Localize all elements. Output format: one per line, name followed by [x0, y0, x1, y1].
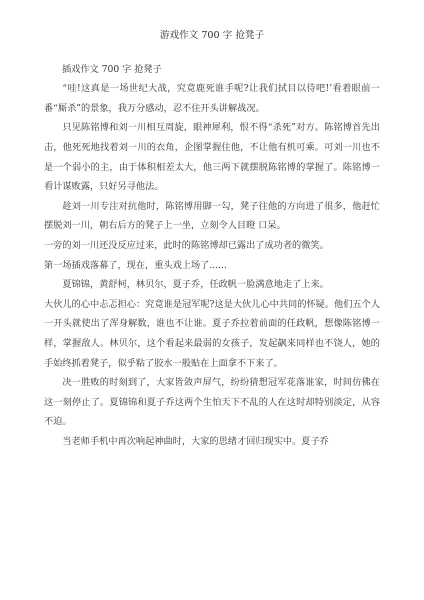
paragraph-2: 只见陈铭博和刘一川相互周旋，眼神犀利，恨不得“杀死”对方。陈铭博首先出击，他死死地找着刘一川的衣角，企图掌握住他，不让他有机可乘。可刘一川也不是一个弱小的主，由于体积相差太大，他三两下就摆脱陈铭博的掌握了。陈铭博一看计谋败露，只好另寻他法。: [44, 122, 380, 193]
document-title: 游戏作文 700 字 抢凳子: [159, 30, 265, 41]
paragraph-3: 趁刘一川专注对抗他时，陈铭博用脚一勾，凳子往他的方向进了很多，他赶忙摆脱刘一川，朝右后方的凳子上一坐，立刻令人目瞪 口呆。: [44, 200, 380, 232]
paragraph-1: “哇!这真是一场世纪大战，究竟鹿死谁手呢?让我们拭目以待吧!’看着眼前一番“厮杀”的景象，我万分感动，忍不住开头讲解战况。: [44, 83, 380, 114]
paragraph-6: 夏锦锦，黄舒柯，林贝尔，夏子乔，任政帆一脸满意地走了上来。: [62, 279, 329, 291]
paragraph-9: 当老师手机中再次响起神曲时，大家的思绪才回归现实中。夏子乔: [62, 435, 329, 447]
paragraph-5: 第一场插戏落幕了，现在，重头戏上场了......: [44, 259, 227, 271]
document-subtitle: 插戏作文 700 字 抢凳子: [62, 63, 162, 75]
paragraph-8: 决一胜败的时刻到了，大家皆敛声屏气，纷纷猜想冠军花落谁家，时间仿佛在这一刻停止了。夏锦锦和夏子乔这两个生怕天下不乱的人在这时却特别淡定，从容不迫。: [44, 377, 380, 428]
paragraph-7: 大伙儿的心中忐忑担心：究竟谁是冠军呢?这是大伙儿心中共同的怀疑。他们五个人一开头就使出了浑身解数，谁也不让谁。夏子乔拉着前面的任政帆，想像陈铭博一样，掌握敌人。林贝尔，这个看起来最弱的女孩子，发起飙来同样也不饶人，她的手始终抓着凳子，似乎粘了胶水一般贴在上面拿不下来了。: [44, 298, 380, 369]
paragraph-4: 一旁的刘一川还没反应过来，此时的陈铭博却已露出了成功者的微笑。: [44, 239, 329, 251]
